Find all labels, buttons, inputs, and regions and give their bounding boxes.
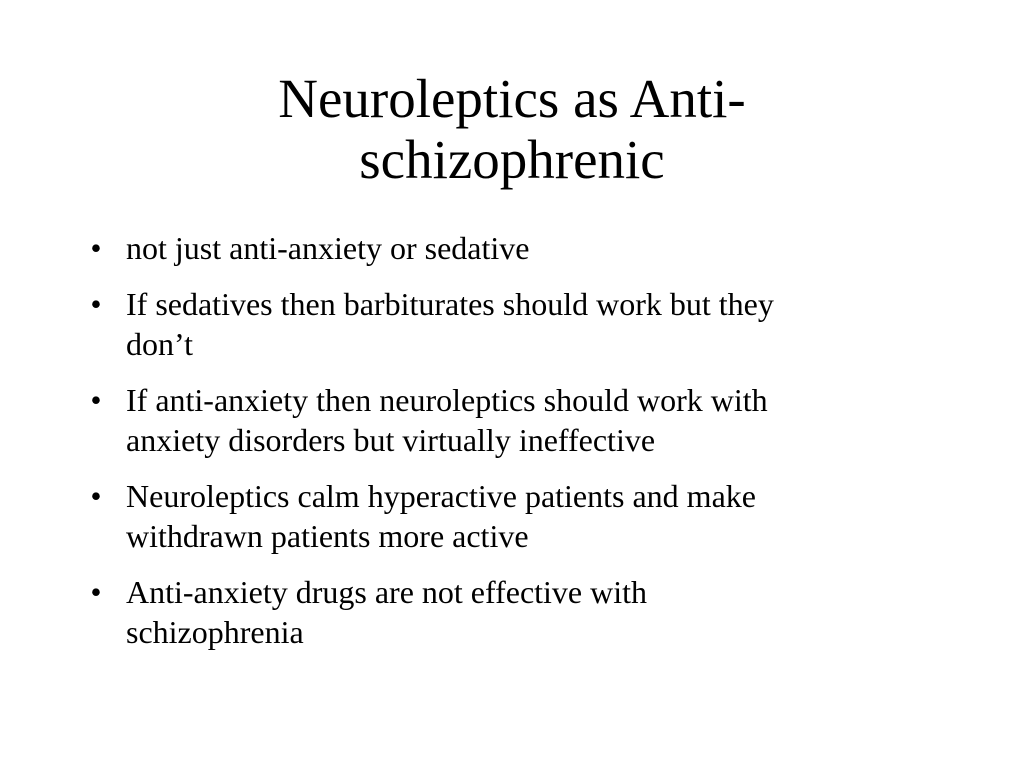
bullet-text-line: anxiety disorders but virtually ineffective — [126, 422, 656, 458]
slide-title-line: schizophrenic — [359, 129, 665, 190]
bullet-text-line: withdrawn patients more active — [126, 518, 529, 554]
bullet-text-line: schizophrenia — [126, 614, 304, 650]
bullet-text-line: If anti-anxiety then neuroleptics should work with — [126, 382, 768, 418]
bullet-text — [126, 572, 954, 652]
bullet-text — [126, 476, 954, 556]
bullet-text-line: If sedatives then barbiturates should work but they — [126, 286, 774, 322]
bullet-icon: • — [90, 286, 102, 322]
bullet-text-line: Neuroleptics calm hyperactive patients and make — [126, 478, 756, 514]
bullet-icon: • — [90, 478, 102, 514]
bullet-text — [126, 380, 954, 460]
bullet-item — [0, 380, 1024, 460]
bullet-list — [0, 228, 1024, 668]
bullet-item — [0, 476, 1024, 556]
bullet-text — [126, 284, 954, 364]
bullet-icon: • — [90, 230, 102, 266]
bullet-text-line: Anti-anxiety drugs are not effective with — [126, 574, 648, 610]
bullet-icon: • — [90, 382, 102, 418]
bullet-item — [0, 572, 1024, 652]
slide-title — [0, 68, 1024, 190]
bullet-item — [0, 284, 1024, 364]
bullet-text-line: not just anti-anxiety or sedative — [126, 230, 530, 266]
bullet-icon: • — [90, 574, 102, 610]
bullet-text — [126, 228, 954, 268]
slide-title-line: Neuroleptics as Anti- — [278, 68, 746, 129]
bullet-item — [0, 228, 1024, 268]
bullet-text-line: don’t — [126, 326, 193, 362]
